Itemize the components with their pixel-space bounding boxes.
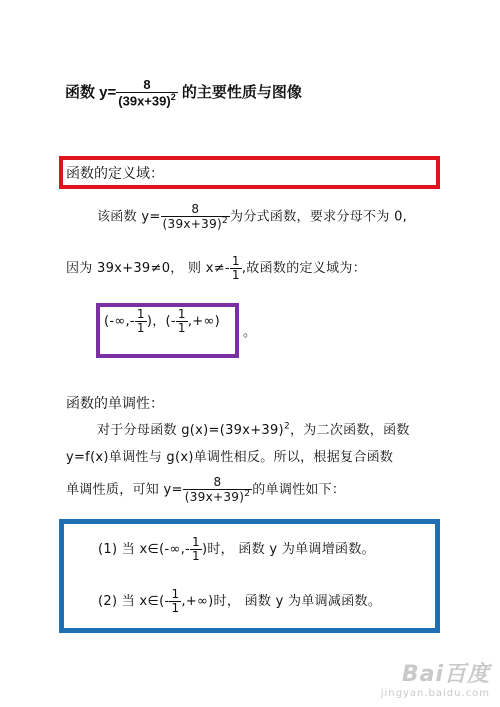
domain-heading: 函数的定义域： <box>66 166 164 182</box>
monotonicity-line-2: y=f(x)单调性与 g(x)单调性相反。所以，根据复合函数 <box>66 450 394 465</box>
title-exponent: 2 <box>170 91 176 102</box>
monotonicity-line-3-fraction: $\frac{8}{(39x+39)^2}$ <box>184 475 251 504</box>
domain-line-1: 该函数 y= $\frac{8}{(39x+39)^2}$ 为分式函数，要求分母不为 0, <box>97 202 408 231</box>
title-numerator: 8 <box>143 77 151 92</box>
monotonicity-item-1-fraction: $\frac{1}{1}$ <box>192 535 200 563</box>
monotonicity-item-2: (2) 当 x∈(- $\frac{1}{1}$ ,+∞)时， 函数 y 为单调减函数。 <box>98 587 382 615</box>
baidu-logo: Bai百度 <box>401 662 490 687</box>
watermark-url: jingyan.baidu.com <box>380 688 490 699</box>
domain-result-fraction-2: $\frac{1}{1}$ <box>177 307 186 335</box>
domain-line-2-fraction: $\frac{1}{1}$ <box>231 254 240 282</box>
title-denominator: $(39x+39)^2$ <box>118 91 176 108</box>
monotonicity-item-2-fraction: $\frac{1}{1}$ <box>171 587 180 615</box>
domain-line-1-fraction: $\frac{8}{(39x+39)^2}$ <box>162 202 229 231</box>
title-suffix: 的主要性质与图像 <box>177 84 302 102</box>
title-fraction <box>116 78 177 108</box>
monotonicity-heading: 函数的单调性： <box>66 396 164 412</box>
domain-result-period: 。 <box>243 325 257 340</box>
domain-line-2: 因为 39x+39≠0， 则 x≠- $\frac{1}{1}$ ,故函数的定义域为： <box>66 254 366 282</box>
monotonicity-line-1: 对于分母函数 $g(x)=(39x+39)^2$，为二次函数，函数 <box>97 421 410 438</box>
title-prefix: 函数 y= <box>65 84 117 102</box>
page-title <box>65 78 302 108</box>
monotonicity-line-3: 单调性质，可知 y= $\frac{8}{(39x+39)^2}$ 的单调性如下： <box>66 475 346 504</box>
baidu-watermark <box>381 657 490 699</box>
monotonicity-item-1: (1) 当 x∈(-∞,- $\frac{1}{1}$ )时， 函数 y 为单调增函数。 <box>98 535 375 563</box>
domain-result: (-∞,- $\frac{1}{1}$ )，(- $\frac{1}{1}$ ,+∞) <box>104 307 220 335</box>
domain-result-fraction-1: $\frac{1}{1}$ <box>136 307 145 335</box>
